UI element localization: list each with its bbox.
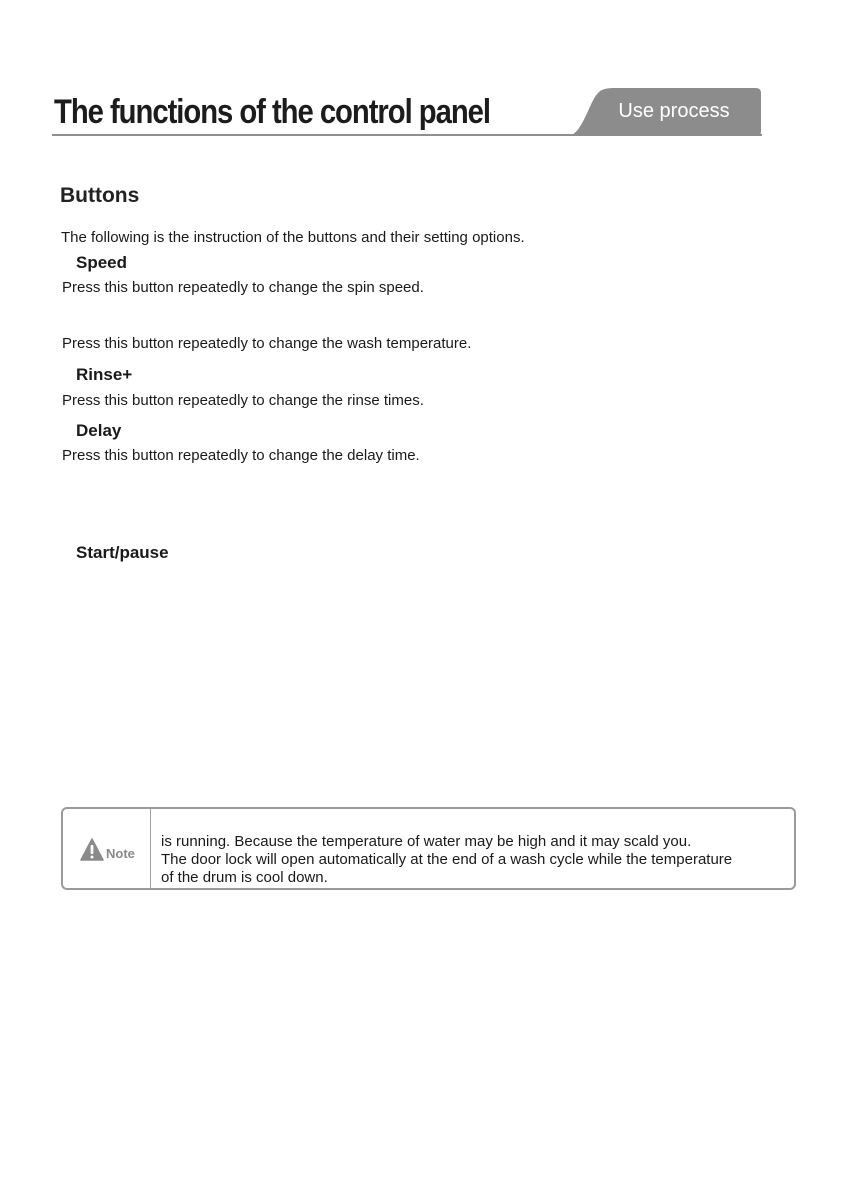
- temperature-button-description: Press this button repeatedly to change the wash temperature.: [62, 335, 472, 352]
- speed-button-name: Speed: [76, 253, 128, 272]
- speed-button-description: Press this button repeatedly to change the spin speed.: [62, 279, 424, 296]
- rinse-button-name: Rinse+: [76, 365, 133, 384]
- warning-triangle-icon: [80, 838, 104, 861]
- intro-text: The following is the instruction of the buttons and their setting options.: [61, 229, 525, 246]
- page-title: The functions of the control panel: [54, 93, 490, 131]
- delay-button-description: Press this button repeatedly to change the delay time.: [62, 447, 420, 464]
- section-tab-label: Use process: [618, 100, 730, 122]
- delay-button-name: Delay: [76, 421, 122, 440]
- note-label: Note: [106, 846, 135, 861]
- note-line: The door lock will open automatically at the end of a wash cycle while the temperature: [161, 851, 733, 868]
- note-line: is running. Because the temperature of water may be high and it may scald you.: [161, 833, 692, 850]
- note-line: of the drum is cool down.: [161, 869, 328, 886]
- rinse-button-description: Press this button repeatedly to change the rinse times.: [62, 392, 424, 409]
- note-divider: [150, 809, 151, 888]
- start-pause-button-name: Start/pause: [76, 543, 169, 562]
- section-heading: Buttons: [60, 184, 140, 207]
